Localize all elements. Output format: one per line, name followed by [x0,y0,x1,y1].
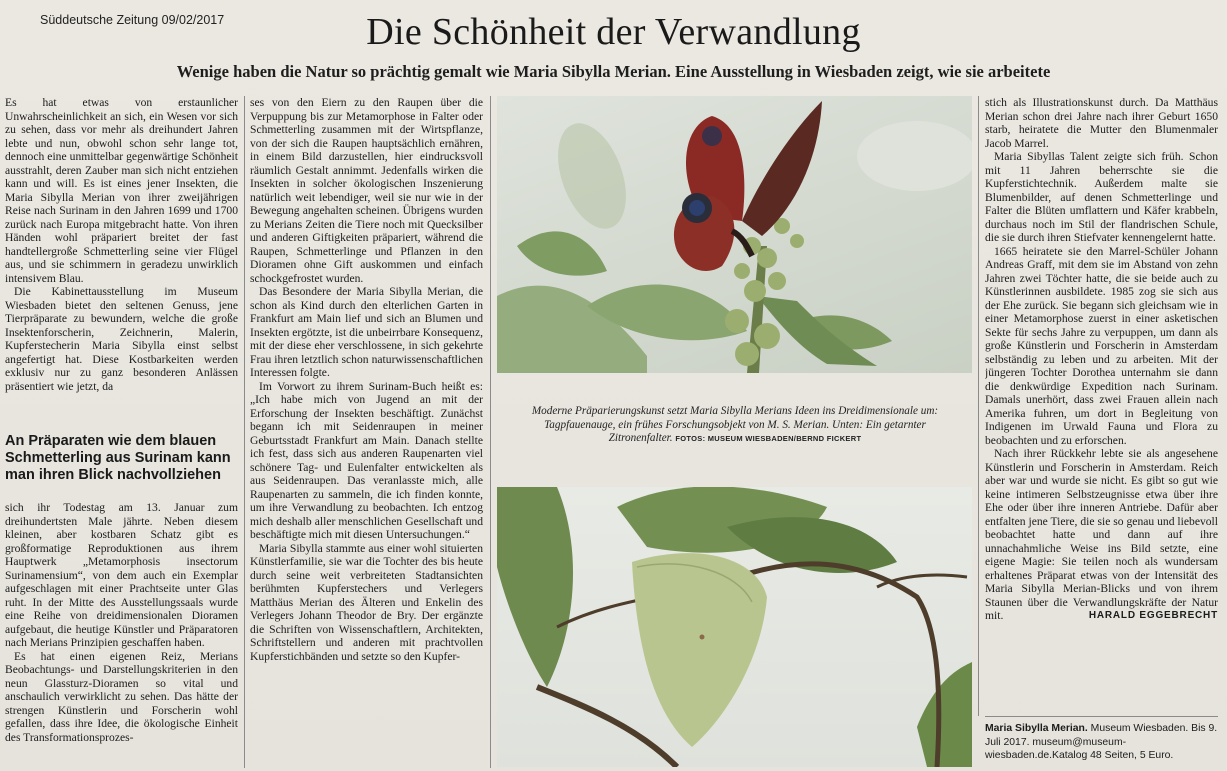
paragraph: sich ihr Todestag am 13. Januar zum dreihundertsten Male jährte. Neben diesem kleinen, aber kostbaren Schatz gibt es großformatige Reproduktionen aus ihrem Hauptwerk „Metamorphosis insectorum Surinamensium“, von dem auch ein Exemplar aufgeschlagen mit einer Prachtseite unter Glas ruht. In der Mitte des Ausstellungssaals wurde eine Reihe von dreidimensionalen Dioramen aufgebaut, die heutige Künstler und Präparatoren nach Merians Prinzipien geschaffen haben. [5,501,238,649]
column-rule [244,96,245,768]
article-column-1-continued [5,501,238,769]
subheadline: Wenige haben die Natur so prächtig gemalt wie Maria Sibylla Merian. Eine Ausstellung in Wiesbaden zeigt, wie sie arbeitete [176,62,1051,81]
paragraph: stich als Illustrationskunst durch. Da Matthäus Merian schon drei Jahre nach ihrer Geburt 1650 starb, heiratete die Mutter den Blumenmaler Jacob Marrel. [985,96,1218,150]
article-column-2 [250,96,483,769]
caption-text: Moderne Präparierungskunst setzt Maria Sibylla Merians Ideen ins Dreidimensionale um: Tagpfauenauge, ein frühes Forschungsobjekt von M. S. Merian. Unten: Ein getarnter Zitronenfalter. [531,405,939,444]
headline: Die Schönheit der Verwandlung [366,11,861,53]
paragraph: Im Vorwort zu ihrem Surinam-Buch heißt es: „Ich habe mich von Jugend an mit der Erforschung der Insekten beschäftigt. Zunächst begann ich mit Seidenraupen in meiner Geburtsstadt Frankfurt am Main. Danach stellte ich fest, dass sich aus anderen Raupenarten viel schönere Tag- und Eulenfalter entwickelten als aus Seidenraupen. Das veranlasste mich, alle Raupenarten zu sammeln, die ich finden konnte, um ihre Verwandlung zu beobachten. Ich entzog mich deshalb aller menschlichen Gesellschaft und beschäftigte mich mit diesen Untersuchungen.“ [250,379,483,541]
column-rule [978,96,979,716]
author-byline: HARALD EGGEBRECHT [1088,610,1218,621]
paragraph-text: Nach ihrer Rückkehr lebte sie als angesehene Künstlerin und Forscherin in Amsterdam. Reich aber war und wurde sie nicht. Es gibt so gut wie keine intimeren Selbstzeugnisse etwa über ihre Ehe oder über ihre inneren Antriebe. Dafür aber entfalten jene Tiere, die sie so genau und liebevoll beobachtet hatte und dann auf ihre unnachahmliche Weise ins Bild setzte, eine eigene Magie: Sie teilen noch als wundersam erhaltenes Präparat etwas von der Intensität des Maria Sibylla Merian-Blicks und von ihrem Staunen über die Verwandlungskräfte der Natur mit. [985,447,1218,622]
pull-quote: An Präparaten wie dem blauen Schmetterling aus Surinam kann man ihren Blick nachvollziehen [5,433,231,483]
exhibition-details: Museum Wiesbaden. Bis 9. Juli 2017. museum@museum-wiesbaden.de.Katalog 48 Seiten, 5 Euro. [985,723,1218,761]
exhibition-title: Maria Sibylla Merian. [985,723,1088,734]
paragraph: Maria Sibyllas Talent zeigte sich früh. Schon mit 11 Jahren beherrschte sie die Kupferstichtechnik. Außerdem malte sie Blumenbilder, auf denen Schmetterlinge und Falter die Blüten umflattern und Käfer krabbeln, durchaus noch im Stil der flandrischen Schule, die sie durch ihren Stiefvater kennengelernt hatte. [985,150,1218,244]
photo-caption [525,405,945,446]
paragraph: Das Besondere der Maria Sibylla Merian, die schon als Kind durch den elterlichen Garten in Frankfurt am Main lief und sich an Blumen und Insekten ergötzte, ist die unbeirrbare Konsequenz, mit der diese eher verschlossene, in sich gekehrte Frau ihren letztlich schon naturwissenschaftlichen Interessen folgte. [250,285,483,379]
exhibition-info [985,722,1218,763]
article-column-1 [5,96,238,421]
column-rule [490,96,491,768]
brimstone-butterfly-photo [497,487,972,767]
paragraph [985,447,1218,623]
paragraph: Die Kabinettausstellung im Museum Wiesbaden bietet den seltenen Genuss, jene Tierpräparate zu bewundern, welche die große Insektenforscherin, Zeichnerin, Malerin, Kupferstecherin Maria Sibylla einst selbst angefertigt hat. Diese Kostbarkeiten werden exklusiv nur zu ganz besonderen Anlässen präsentiert wie jetzt, da [5,285,238,393]
brimstone-butterfly-illustration [497,487,972,767]
paragraph: Es hat etwas von erstaunlicher Unwahrscheinlichkeit an sich, ein Wesen vor sich zu sehen, dass vor mehr als dreihundert Jahren lebte und nun, obwohl schon sehr lange tot, dennoch eine unmittelbar gegenwärtige Schönheit ausstrahlt, deren Zauber man sich nicht entziehen kann und will. Es ist eines jener Insekten, die Maria Sibylla Merian von ihrer zweijährigen Reise nach Surinam in den Jahren 1699 und 1700 zurück nach Europa mitgebracht hatte. Von ihren Händen wohl präpariert breitet der fast handtellergroße Schmetterling seine vier Flügel aus, und sie schimmern in geradezu unwirklich intensivem Blau. [5,96,238,285]
photo-credit: FOTOS: MUSEUM WIESBADEN/BERND FICKERT [675,434,862,443]
paragraph: ses von den Eiern zu den Raupen über die Verpuppung bis zur Metamorphose in Falter oder Schmetterling zusammen mit der Wirtspflanze, von der sich die Raupen hauptsächlich ernähren, in einem Bild darzustellen, hier eindrucksvoll räumlich Gestalt annimmt. Jedenfalls wirken die Insekten in solcher ökologischen Inszenierung natürlich weit lebendiger, weil sie nur wie in der Bewegung angehalten scheinen. Übrigens wurden zu Merians Zeiten die Tiere noch mit Quecksilber und anderen Giftigkeiten präpariert, während die Raupen, Schmetterlinge und Pflanzen in den Dioramen ohne Gift auskommen und einfach schockgefrostet wurden. [250,96,483,285]
peacock-butterfly-illustration [497,96,972,373]
peacock-butterfly-photo [497,96,972,373]
article-column-4 [985,96,1218,696]
info-rule [985,716,1218,717]
source-label: Süddeutsche Zeitung 09/02/2017 [40,13,225,27]
paragraph: Es hat einen eigenen Reiz, Merians Beobachtungs- und Darstellungskriterien in den neun Glassturz-Dioramen so vital und anschaulich verwirklicht zu sehen. Das hätte der strengen Künstlerin und Forscherin wohl gefallen, dass ihre Idee, die ökologische Einheit des Transformationsprozes- [5,649,238,744]
paragraph: 1665 heiratete sie den Marrel-Schüler Johann Andreas Graff, mit dem sie im Abstand von zehn Jahren zwei Töchter hatte, die sie beide auch zu Künstlerinnen ausbildete. 1985 zog sie sich aus der Ehe zurück. Sie begann sich gleichsam wie in einer Metamorphose zuerst in einer asketischen Sekte für sechs Jahre zu verpuppen, um dann als große Künstlerin und Forscherin in Amsterdam selbständig zu leben und zu arbeiten. Mit der jüngeren Tochter Dorothea unternahm sie dann die denkwürdige Expedition nach Surinam. Damals unerhört, dass zwei Frauen allein nach Amerika fuhren, um dort in Begleitung von Indigenen im Urwald Fauna und Flora zu beobachten und zu erforschen. [985,244,1218,447]
paragraph: Maria Sibylla stammte aus einer wohl situierten Künstlerfamilie, sie war die Tochter des bis heute durch seine weit verbreiteten Stadtansichten berühmten Kupferstechers und Verlegers Matthäus Merian des Älteren und Enkelin des Verlegers Johann Theodor de Bry. Der ergänzte die Schriften von Wissenschaftlern, Architekten, Schriftstellern und anderen mit prachtvollen Kupferstichbänden und setzte so den Kupfer- [250,541,483,663]
